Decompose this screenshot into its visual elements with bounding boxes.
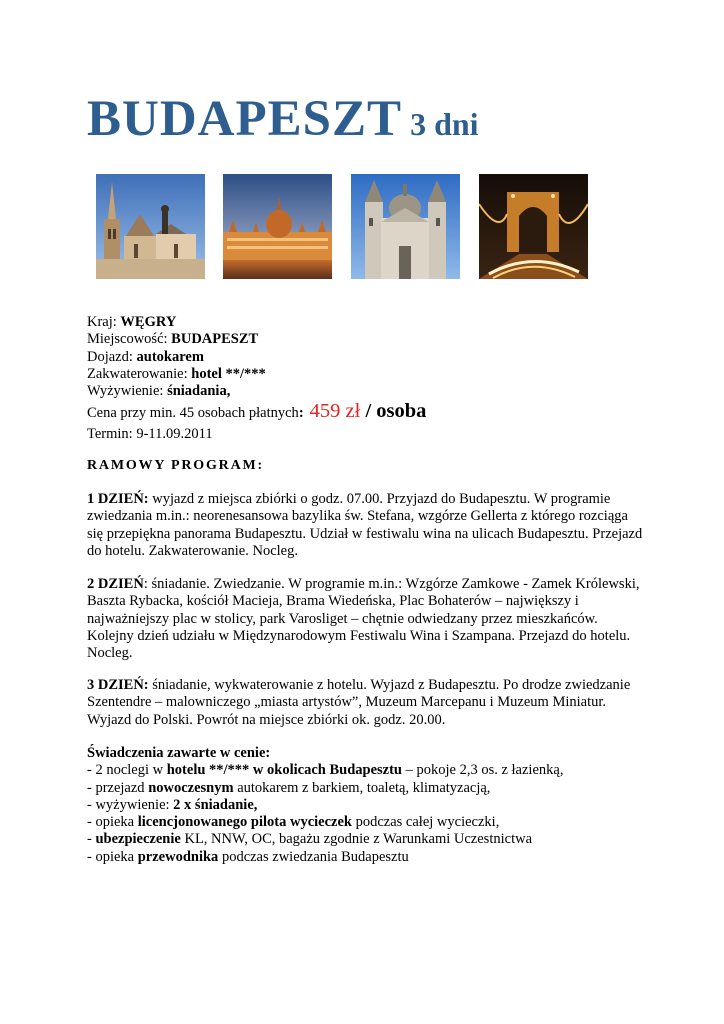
list-item: - ubezpieczenie KL, NNW, OC, bagażu zgodnie z Warunkami Uczestnictwa	[87, 831, 533, 848]
list-item: - 2 noclegi w hotelu **/*** w okolicach Budapesztu – pokoje 2,3 os. z łazienką,	[87, 762, 564, 779]
services-heading: Świadczenia zawarte w cenie:	[87, 745, 271, 761]
day2-label: 2 DZIEŃ	[87, 576, 144, 592]
day1-paragraph: 1 DZIEŃ: wyjazd z miejsca zbiórki o godz. 07.00. Przyjazd do Budapesztu. W programie zwiedzania m.in.: neorenesansowa bazylika św. Stefana, wzgórze Gellerta z którego rozciąga się przepiękna panorama Budapesztu. Udział w festiwalu wina na ulicach Budapesztu. Przejazd do hotelu. Zakwaterowanie. Nocleg.	[87, 491, 643, 559]
list-item: - opieka przewodnika podczas zwiedzania Budapesztu	[87, 848, 409, 865]
country-row: Kraj: WĘGRY	[87, 314, 177, 330]
chain-bridge-photo	[479, 174, 588, 279]
photo-strip	[96, 174, 588, 279]
page-title	[87, 90, 479, 148]
title-main: BUDAPESZT	[87, 91, 403, 147]
transport-value: autokarem	[136, 348, 204, 365]
title-duration: 3 dni	[410, 106, 479, 142]
trip-info	[87, 314, 426, 443]
program-heading: RAMOWY PROGRAM:	[87, 458, 264, 473]
term-value: 9-11.09.2011	[136, 425, 213, 442]
services-list	[87, 745, 647, 866]
price-per-person: / osoba	[360, 400, 427, 423]
parliament-photo	[223, 174, 332, 279]
list-item: - wyżywienie: 2 x śniadanie,	[87, 796, 258, 813]
lodging-row: Zakwaterowanie: hotel **/***	[87, 365, 266, 382]
day2-paragraph: 2 DZIEŃ: śniadanie. Zwiedzanie. W programie m.in.: Wzgórze Zamkowe - Zamek Królewski, Baszta Rybacka, kościół Macieja, Brama Wiedeńska, Plac Bohaterów – największy i najważniejszy plac w stolicy, park Varosliget – chętnie odwiedzany przez mieszkańców. Kolejny dzień udziału w Międzynarodowym Festiwalu Wina i Szampana. Przejazd do hotelu. Nocleg.	[87, 576, 640, 662]
place-row: Miejscowość: BUDAPESZT	[87, 331, 259, 348]
price-value: 459 zł	[309, 400, 361, 423]
lodging-value: hotel **/***	[191, 365, 266, 382]
term-row: Termin: 9-11.09.2011	[87, 425, 213, 442]
food-row: Wyżywienie: śniadania,	[87, 383, 231, 400]
day3-paragraph: 3 DZIEŃ: śniadanie, wykwaterowanie z hotelu. Wyjazd z Budapesztu. Po drodze zwiedzanie Szentendre – malowniczego „miasta artystów”, Muzeum Marcepanu i Muzeum Miniatur. Wyjazd do Polski. Powrót na miejsce zbiórki ok. godz. 20.00.	[87, 677, 631, 728]
food-value: śniadania,	[167, 383, 231, 400]
price-row: Cena przy min. 45 osobach płatnych: 459 zł / osoba	[87, 400, 427, 423]
list-item: - opieka licencjonowanego pilota wycieczek podczas całej wycieczki,	[87, 814, 500, 831]
list-item: - przejazd nowoczesnym autokarem z barkiem, toaletą, klimatyzacją,	[87, 779, 491, 796]
day1-label: 1 DZIEŃ:	[87, 491, 149, 507]
day3-label: 3 DZIEŃ:	[87, 677, 149, 693]
matthias-church-photo	[96, 174, 205, 279]
basilica-photo	[351, 174, 460, 279]
country-value: WĘGRY	[120, 314, 177, 330]
transport-row: Dojazd: autokarem	[87, 348, 204, 365]
place-value: BUDAPESZT	[171, 331, 259, 348]
